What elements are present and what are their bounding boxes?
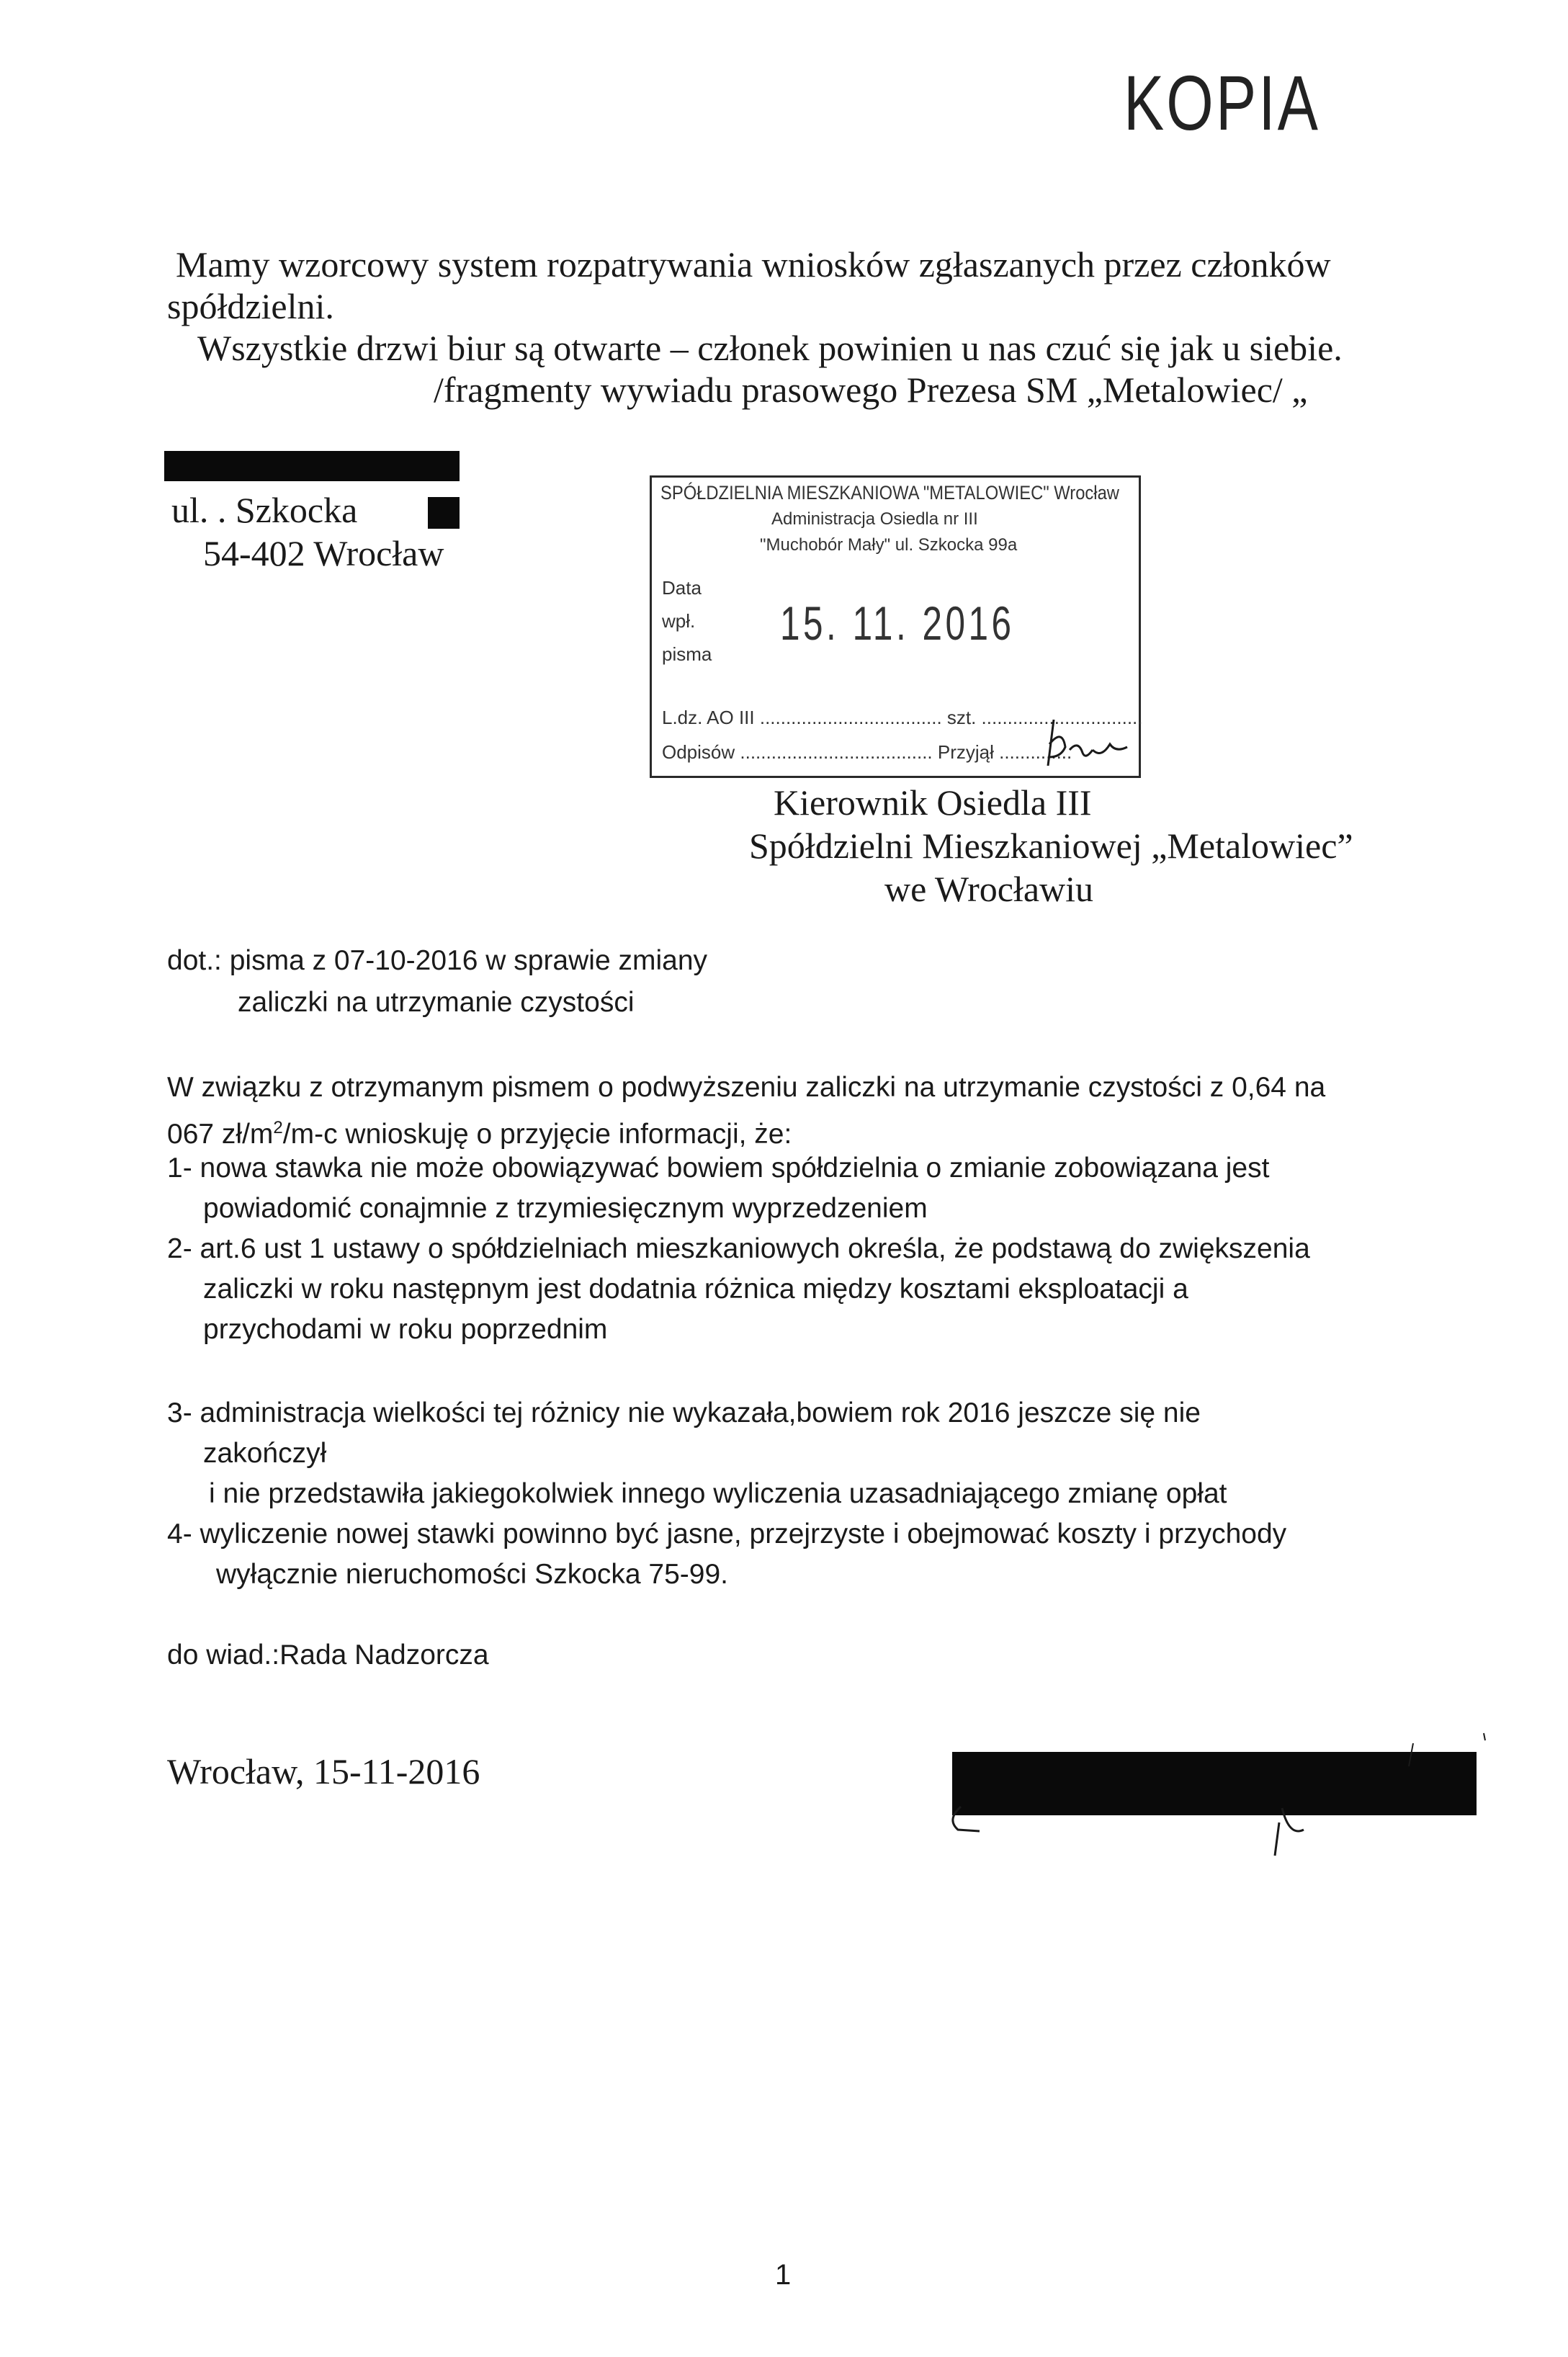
place-date: Wrocław, 15-11-2016	[167, 1751, 480, 1792]
quote-line-4: /fragmenty wywiadu prasowego Prezesa SM „Metalowiec/ „	[434, 370, 1308, 410]
stamp-label-pisma: pisma	[662, 643, 712, 665]
point-4-line-2: wyłącznie nieruchomości Szkocka 75-99.	[216, 1559, 728, 1590]
page-number: 1	[775, 2259, 792, 2291]
sender-street: ul. . Szkocka	[171, 490, 358, 530]
body-intro-line-1: W związku z otrzymanym pismem o podwyższeniu zaliczki na utrzymanie czystości z 0,64 na	[167, 1072, 1326, 1103]
stamp-label-wpl: wpł.	[662, 610, 696, 632]
redaction-sender-name	[164, 451, 460, 481]
subject-line-1: dot.: pisma z 07-10-2016 w sprawie zmiany	[167, 945, 708, 976]
cc-line: do wiad.:Rada Nadzorcza	[167, 1640, 489, 1671]
signature-strokes	[929, 1729, 1505, 1873]
point-1-line-2: powiadomić conajmnie z trzymiesięcznym wyprzedzeniem	[203, 1193, 928, 1224]
stamp-ldz: L.dz. AO III ................................... szt. ...............................	[662, 707, 1143, 728]
point-2-line-1: 2- art.6 ust 1 ustawy o spółdzielniach mieszkaniowych określa, że podstawą do zwiększenia	[167, 1233, 1310, 1264]
body-intro-line-2: 067 $zł/m^2/m-c$ wnioskuję o przyjęcie informacji, że:	[167, 1118, 792, 1150]
point-3-line-1: 3- administracja wielkości tej różnicy nie wykazała,bowiem rok 2016 jeszcze się nie	[167, 1397, 1201, 1428]
recipient-line-2: Spółdzielni Mieszkaniowej „Metalowiec”	[749, 826, 1353, 866]
recipient-line-3: we Wrocławiu	[884, 869, 1094, 909]
stamp-address: "Muchobór Mały" ul. Szkocka 99a	[760, 535, 1018, 555]
stamp-date: 15. 11. 2016	[780, 596, 1015, 650]
sender-city: 54-402 Wrocław	[203, 533, 444, 573]
quote-line-2: spółdzielni.	[167, 286, 334, 326]
point-3-line-2: zakończył	[203, 1438, 327, 1469]
quote-line-3: Wszystkie drzwi biur są otwarte – członek powinien u nas czuć się jak u siebie.	[197, 328, 1343, 368]
point-3-line-3: i nie przedstawiła jakiegokolwiek innego wyliczenia uzasadniającego zmianę opłat	[209, 1478, 1227, 1509]
stamp-admin: Administracja Osiedla nr III	[771, 509, 978, 529]
point-4-line-1: 4- wyliczenie nowej stawki powinno być jasne, przejrzyste i obejmować koszty i przychody	[167, 1519, 1287, 1549]
stamp-initials-signature	[1041, 715, 1134, 773]
quote-line-1: Mamy wzorcowy system rozpatrywania wniosków zgłaszanych przez członków	[176, 244, 1331, 285]
recipient-line-1: Kierownik Osiedla III	[774, 782, 1092, 823]
subject-line-2: zaliczki na utrzymanie czystości	[238, 987, 635, 1018]
copy-mark: KOPIA	[1124, 59, 1321, 146]
point-1-line-1: 1- nowa stawka nie może obowiązywać bowiem spółdzielnia o zmianie zobowiązana jest	[167, 1153, 1270, 1184]
stamp-org-name: SPÓŁDZIELNIA MIESZKANIOWA "METALOWIEC" Wrocław	[660, 482, 1119, 504]
stamp-label-data: Data	[662, 577, 702, 599]
point-2-line-2: zaliczki w roku następnym jest dodatnia różnica między kosztami eksploatacji a	[203, 1274, 1188, 1305]
point-2-line-3: przychodami w roku poprzednim	[203, 1314, 608, 1345]
redaction-house-number	[428, 497, 460, 529]
registry-stamp	[650, 475, 1141, 778]
stamp-odpisow: Odpisów ..................................... Przyjął ..............	[662, 741, 1072, 763]
